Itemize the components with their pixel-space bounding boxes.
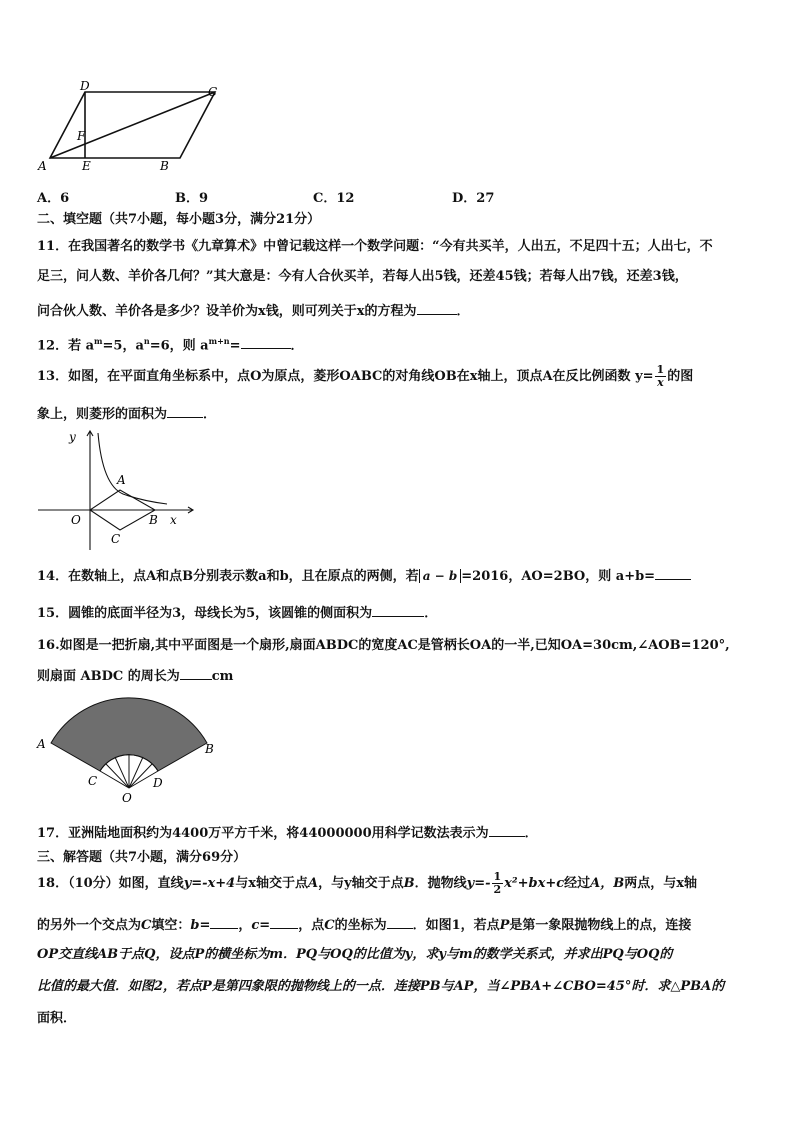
question-18-line-5: 面积． bbox=[37, 1011, 77, 1026]
question-12: 12．若 $a^m=5$，$a^n=6$，则 $a^{m+n}=$ ． bbox=[37, 336, 304, 354]
label-c: C bbox=[111, 532, 121, 546]
question-11-text: 问合伙人数、羊价各是多少？设羊价为x钱，则可列关于x的方程为 bbox=[37, 304, 417, 319]
answer-blank bbox=[241, 334, 291, 349]
answer-blank-b bbox=[210, 914, 238, 929]
label-a: A bbox=[38, 159, 47, 173]
question-18-line-4: 比值的最大值．如图2，若点P是第四象限的抛物线上的一点．连接PB与AP，当∠PBA+∠CBO=45°时．求△PBA的 bbox=[37, 979, 725, 994]
option-a: A．6 bbox=[37, 191, 70, 206]
option-d: D．27 bbox=[452, 191, 495, 206]
option-c: C．12 bbox=[313, 191, 355, 206]
label-b: B bbox=[160, 159, 169, 173]
option-b: B．9 bbox=[175, 191, 209, 206]
fraction-1-over-2: $\frac{1}{2}$ bbox=[493, 870, 502, 896]
question-17: 17．亚洲陆地面积约为4400万平方千米，将44000000用科学记数法表示为 ． bbox=[37, 822, 538, 843]
question-13-line-2: 象上，则菱形的面积为 ． bbox=[37, 403, 216, 424]
label-c: C bbox=[88, 774, 98, 788]
question-13-line-1: 13．如图，在平面直角坐标系中，点O为原点，菱形OABC的对角线OB在x轴上，顶点A在反比例函数 y= $\frac{1}{x}$ 的图 bbox=[37, 363, 694, 389]
label-d: D bbox=[153, 776, 163, 790]
label-d: D bbox=[80, 80, 90, 93]
question-11-line-1: 11．在我国著名的数学书《九章算术》中曾记载这样一个数学问题：“今有共买羊，人出五，不足四十五；人出七，不 bbox=[37, 239, 713, 254]
label-o: O bbox=[71, 513, 81, 527]
answer-blank-c bbox=[270, 914, 298, 929]
question-14: 14．在数轴上，点A和点B分别表示数a和b，且在原点的两侧，若 a − b =2016，AO=2BO，则 a+b= bbox=[37, 565, 691, 586]
section-heading-fill-in: 二、填空题（共7小题，每小题3分，满分21分） bbox=[37, 212, 321, 227]
label-o: O bbox=[122, 791, 132, 805]
parallelogram-figure bbox=[30, 80, 230, 175]
question-11-line-3: 问合伙人数、羊价各是多少？设羊价为x钱，则可列关于x的方程为 ． bbox=[37, 300, 470, 321]
rhombus-hyperbola-figure bbox=[35, 428, 195, 553]
answer-blank bbox=[167, 403, 203, 418]
label-b: B bbox=[149, 513, 158, 527]
label-f: F bbox=[77, 129, 86, 143]
answer-blank bbox=[489, 822, 525, 837]
absolute-value: a − b bbox=[419, 569, 462, 583]
fraction-1-over-x: $\frac{1}{x}$ bbox=[656, 363, 665, 389]
label-b: B bbox=[205, 742, 214, 756]
question-15: 15．圆锥的底面半径为3，母线长为5，该圆锥的侧面积为 ． bbox=[37, 602, 437, 623]
folding-fan-figure bbox=[35, 690, 225, 808]
label-a: A bbox=[117, 473, 126, 487]
label-a: A bbox=[37, 737, 46, 751]
question-18-line-2: 的另外一个交点为C填空：b= ，c= ，点C的坐标为 ．如图1，若点P是第一象限抛物线上的点，连接 bbox=[37, 914, 691, 935]
answer-blank bbox=[372, 602, 424, 617]
label-c: C bbox=[208, 85, 218, 99]
question-11-line-2: 足三，问人数、羊价各几何？”其大意是：今有人合伙买羊，若每人出5钱，还差45钱；若每人出7钱，还差3钱， bbox=[37, 269, 688, 284]
section-heading-solutions: 三、解答题（共7小题，满分69分） bbox=[37, 850, 247, 865]
answer-blank bbox=[655, 565, 691, 580]
question-16-line-2: 则扇面 ABDC 的周长为 cm bbox=[37, 665, 233, 686]
answer-blank bbox=[180, 665, 212, 680]
label-x: x bbox=[170, 513, 177, 527]
answer-blank bbox=[417, 300, 457, 315]
question-18-line-1: 18．（10分）如图，直线y=-x+4与x轴交于点A，与y轴交于点B．抛物线y=- $\frac{1}{2}$ x²+bx+c经过A，B两点，与x轴 bbox=[37, 870, 698, 896]
question-16-line-1: 16.如图是一把折扇,其中平面图是一个扇形,扇面ABDC的宽度AC是管柄长OA的一半,已知OA=30cm,∠AOB=120°, bbox=[37, 638, 730, 653]
answer-blank-c-coordinates bbox=[387, 914, 413, 929]
question-18-line-3: OP交直线AB于点Q，设点P的横坐标为m．PQ与OQ的比值为y，求y与m的数学关系式，并求出PQ与OQ的 bbox=[37, 947, 673, 962]
label-y: y bbox=[69, 430, 76, 444]
label-e: E bbox=[82, 159, 91, 173]
